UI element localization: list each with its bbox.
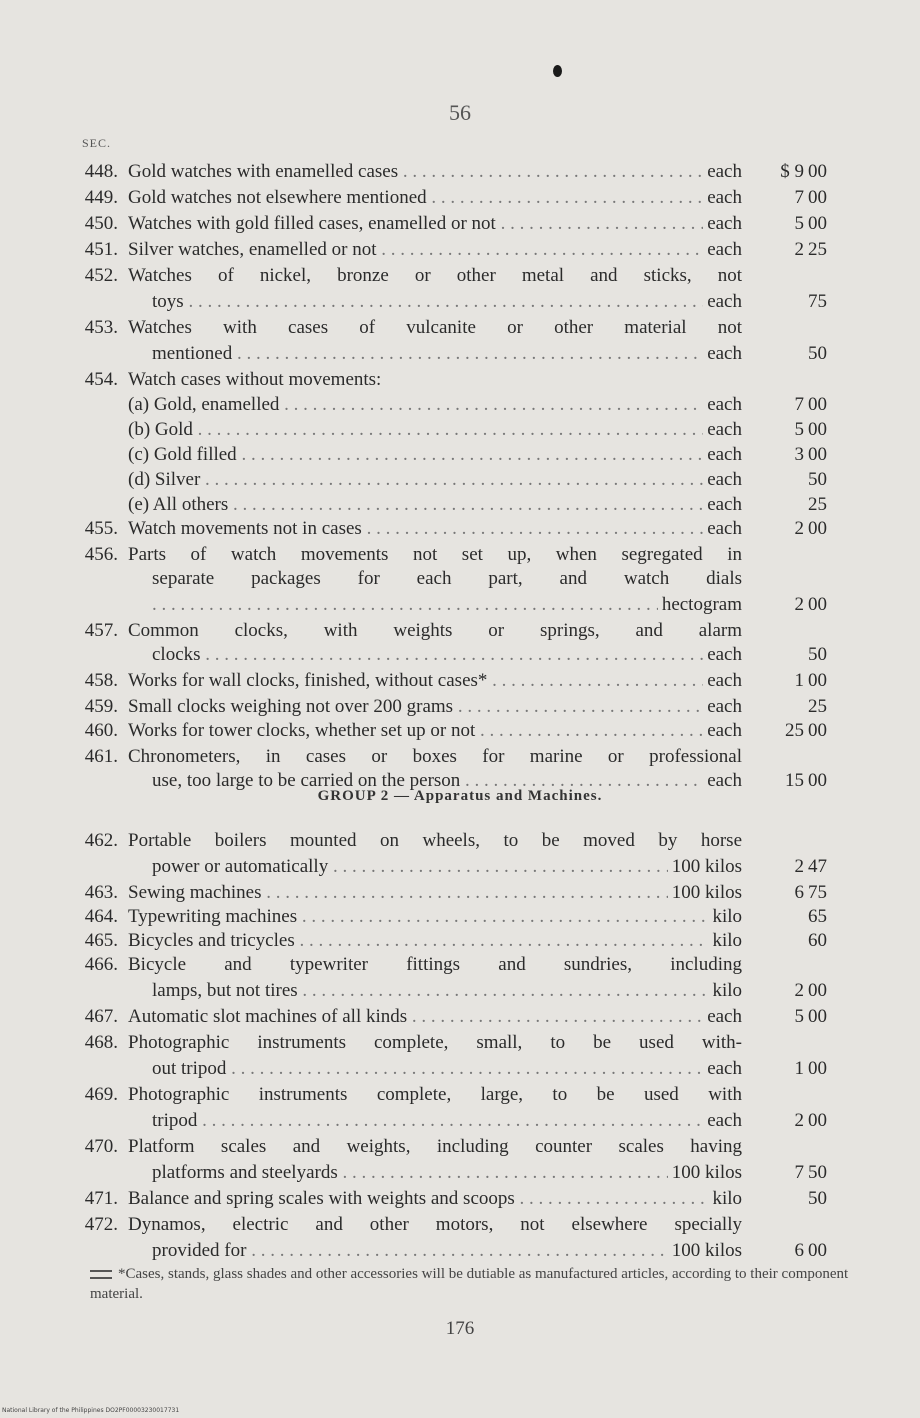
rate-cents: 60 xyxy=(808,930,827,951)
rate-cents: 00 xyxy=(808,444,827,465)
item-description: Watches with cases of vulcanite or other material not xyxy=(128,317,742,338)
rate-cents: 00 xyxy=(808,213,827,234)
unit-label: kilo xyxy=(708,1187,742,1211)
page-number: 56 xyxy=(449,100,471,125)
item-number: 458. xyxy=(84,670,118,691)
unit-label: each xyxy=(703,212,742,236)
item-description: Photographic instruments complete, small, to be used with- xyxy=(128,1032,742,1053)
item-number: 460. xyxy=(84,720,118,741)
item-number: 463. xyxy=(84,882,118,903)
item-description: Gold watches with enamelled cases . . . xyxy=(128,160,742,184)
rate-dollars: 2 xyxy=(794,1110,804,1131)
unit-label: 100 kilos xyxy=(668,1239,742,1263)
rate-cents: 00 xyxy=(808,1006,827,1027)
unit-label: each xyxy=(703,160,742,184)
rate-cents: 00 xyxy=(808,394,827,415)
rate-cents: 00 xyxy=(808,720,827,741)
item-description: Sewing machines . . . xyxy=(128,881,742,905)
unit-label: each xyxy=(703,443,742,467)
item-description: Works for tower clocks, whether set up or not . . . xyxy=(128,719,742,743)
item-description-cont: use, too large to be carried on the person . . . xyxy=(152,769,742,793)
item-number: 452. xyxy=(84,265,118,286)
item-description-cont: power or automatically . . . xyxy=(152,855,742,879)
sub-item-text: (b) Gold . . . xyxy=(128,418,742,442)
library-stamp: National Library of the Philippines DO2PF00003230017731 xyxy=(2,1407,180,1414)
unit-label: 100 kilos xyxy=(668,855,742,879)
item-description-cont: out tripod . . . xyxy=(152,1057,742,1081)
rate-cents: 25 xyxy=(808,239,827,260)
rate-dollars: 2 xyxy=(794,980,804,1001)
sub-item-text: (a) Gold, enamelled . . . xyxy=(128,393,742,417)
unit-label: each xyxy=(703,342,742,366)
item-number: 448. xyxy=(84,161,118,182)
item-description: Balance and spring scales with weights and scoops . . . xyxy=(128,1187,742,1211)
rate-dollars: 6 xyxy=(794,1240,804,1261)
unit-label: each xyxy=(703,669,742,693)
rate-cents: 25 xyxy=(808,696,827,717)
ink-dot xyxy=(553,65,562,77)
rate-cents: 65 xyxy=(808,906,827,927)
rate-dollars: 5 xyxy=(794,419,804,440)
item-number: 450. xyxy=(84,213,118,234)
rate-dollars: 1 xyxy=(794,670,804,691)
rate-dollars: 7 xyxy=(794,1162,804,1183)
rate-dollars: 15 xyxy=(785,770,804,791)
section-label: SEC. xyxy=(82,136,112,150)
item-number: 451. xyxy=(84,239,118,260)
rate-cents: 00 xyxy=(808,980,827,1001)
item-description: Gold watches not elsewhere mentioned . . . xyxy=(128,186,742,210)
unit-label: each xyxy=(703,238,742,262)
rate-cents: 00 xyxy=(808,419,827,440)
item-description: Parts of watch movements not set up, when segregated in xyxy=(128,544,742,565)
unit-label: each xyxy=(703,186,742,210)
item-number: 456. xyxy=(84,544,118,565)
unit-label: each xyxy=(703,493,742,517)
rate-dollars: 25 xyxy=(785,720,804,741)
item-description-cont: toys . . . xyxy=(152,290,742,314)
rate-cents: 00 xyxy=(808,670,827,691)
unit-label: each xyxy=(703,719,742,743)
unit-label: each xyxy=(703,643,742,667)
item-number: 468. xyxy=(84,1032,118,1053)
rate-dollars xyxy=(770,1187,804,1211)
sub-item-text: (c) Gold filled . . . xyxy=(128,443,742,467)
rate-cents: 00 xyxy=(808,187,827,208)
item-description: Dynamos, electric and other motors, not elsewhere specially xyxy=(128,1214,742,1235)
item-description-cont: separate packages for each part, and watch dials xyxy=(152,568,742,589)
item-description: Typewriting machines . . . xyxy=(128,905,742,929)
rate-dollars: $ 9 xyxy=(780,161,804,182)
unit-label: each xyxy=(703,769,742,793)
item-description: Watches with gold filled cases, enamelled or not . . . xyxy=(128,212,742,236)
item-description: Chronometers, in cases or boxes for marine or professional xyxy=(128,746,742,767)
rate-dollars xyxy=(770,342,804,366)
unit-label: each xyxy=(703,393,742,417)
rate-cents: 50 xyxy=(808,343,827,364)
rate-cents: 00 xyxy=(808,770,827,791)
item-number: 470. xyxy=(84,1136,118,1157)
item-number: 469. xyxy=(84,1084,118,1105)
item-description: Works for wall clocks, finished, without cases* . . . xyxy=(128,669,742,693)
item-number: 462. xyxy=(84,830,118,851)
rate-cents: 00 xyxy=(808,594,827,615)
item-description: Bicycles and tricycles . . . xyxy=(128,929,742,953)
unit-label: each xyxy=(703,695,742,719)
unit-label: each xyxy=(703,1057,742,1081)
item-description-cont: mentioned . . . xyxy=(152,342,742,366)
item-number: 454. xyxy=(84,369,118,390)
item-number: 466. xyxy=(84,954,118,975)
rate-dollars: 2 xyxy=(794,594,804,615)
footer-page-number: 176 xyxy=(445,1318,475,1339)
item-number: 449. xyxy=(84,187,118,208)
rate-dollars: 6 xyxy=(794,882,804,903)
item-number: 459. xyxy=(84,696,118,717)
item-description: Portable boilers mounted on wheels, to be moved by horse xyxy=(128,830,742,851)
item-number: 455. xyxy=(84,518,118,539)
rate-dollars: 2 xyxy=(794,239,804,260)
item-number: 472. xyxy=(84,1214,118,1235)
unit-label: 100 kilos xyxy=(668,881,742,905)
rate-dollars xyxy=(770,290,804,314)
rate-cents: 00 xyxy=(808,1240,827,1261)
item-description: Watch movements not in cases . . . xyxy=(128,517,742,541)
rate-dollars xyxy=(770,695,804,719)
item-number: 465. xyxy=(84,930,118,951)
rate-cents: 50 xyxy=(808,644,827,665)
sub-item-text: (d) Silver . . . xyxy=(128,468,742,492)
item-description-cont: provided for . . . xyxy=(152,1239,742,1263)
sub-item-text: (e) All others . . . xyxy=(128,493,742,517)
rate-dollars: 1 xyxy=(794,1058,804,1079)
rate-cents: 75 xyxy=(808,882,827,903)
rate-dollars: 5 xyxy=(794,213,804,234)
rate-dollars: 3 xyxy=(794,444,804,465)
pointing-hand-icon xyxy=(90,1270,112,1279)
rate-dollars xyxy=(770,929,804,953)
unit-label: kilo xyxy=(708,979,742,1003)
item-description: Watches of nickel, bronze or other metal and sticks, not xyxy=(128,265,742,286)
item-number: 467. xyxy=(84,1006,118,1027)
footnote-text: *Cases, stands, glass shades and other accessories will be dutiable as manufactured articles, according to their component material. xyxy=(90,1266,849,1302)
rate-dollars: 7 xyxy=(794,394,804,415)
rate-dollars: 2 xyxy=(794,856,804,877)
unit-label: kilo xyxy=(708,905,742,929)
rate-dollars xyxy=(770,643,804,667)
group-heading: GROUP 2 — Apparatus and Machines. xyxy=(317,788,603,804)
item-description: Bicycle and typewriter fittings and sundries, including xyxy=(128,954,742,975)
item-number: 457. xyxy=(84,620,118,641)
item-description-cont: lamps, but not tires . . . xyxy=(152,979,742,1003)
item-description: Silver watches, enamelled or not . . . xyxy=(128,238,742,262)
rate-dollars xyxy=(770,468,804,492)
unit-label: each xyxy=(703,290,742,314)
rate-cents: 25 xyxy=(808,494,827,515)
rate-cents: 47 xyxy=(808,856,827,877)
unit-label: each xyxy=(703,517,742,541)
rate-cents: 50 xyxy=(808,469,827,490)
rate-dollars: 7 xyxy=(794,187,804,208)
rate-dollars xyxy=(770,493,804,517)
rate-cents: 00 xyxy=(808,1110,827,1131)
unit-label: kilo xyxy=(708,929,742,953)
unit-label: hectogram xyxy=(658,593,742,617)
rate-cents: 00 xyxy=(808,1058,827,1079)
rate-cents: 00 xyxy=(808,518,827,539)
unit-label: each xyxy=(703,468,742,492)
rate-cents: 50 xyxy=(808,1188,827,1209)
item-description-cont: platforms and steelyards . . . xyxy=(152,1161,742,1185)
rate-cents: 00 xyxy=(808,161,827,182)
rate-dollars: 5 xyxy=(794,1006,804,1027)
unit-label: 100 kilos xyxy=(668,1161,742,1185)
item-number: 461. xyxy=(84,746,118,767)
item-number: 464. xyxy=(84,906,118,927)
item-description: Watch cases without movements: xyxy=(128,369,382,390)
item-number: 453. xyxy=(84,317,118,338)
rate-dollars: 2 xyxy=(794,518,804,539)
unit-label: each xyxy=(703,1005,742,1029)
item-description-cont: clocks . . . xyxy=(152,643,742,667)
rate-cents: 50 xyxy=(808,1162,827,1183)
unit-label: each xyxy=(703,1109,742,1133)
item-description: Platform scales and weights, including counter scales having xyxy=(128,1136,742,1157)
item-description: Photographic instruments complete, large, to be used with xyxy=(128,1084,742,1105)
unit-label: each xyxy=(703,418,742,442)
rate-cents: 75 xyxy=(808,291,827,312)
item-description: Common clocks, with weights or springs, and alarm xyxy=(128,620,742,641)
item-description-leader xyxy=(152,593,742,617)
item-description-cont: tripod . . . xyxy=(152,1109,742,1133)
rate-dollars xyxy=(770,905,804,929)
item-description: Automatic slot machines of all kinds . . . xyxy=(128,1005,742,1029)
item-number: 471. xyxy=(84,1188,118,1209)
footnote xyxy=(90,1264,860,1304)
item-description: Small clocks weighing not over 200 grams . . . xyxy=(128,695,742,719)
